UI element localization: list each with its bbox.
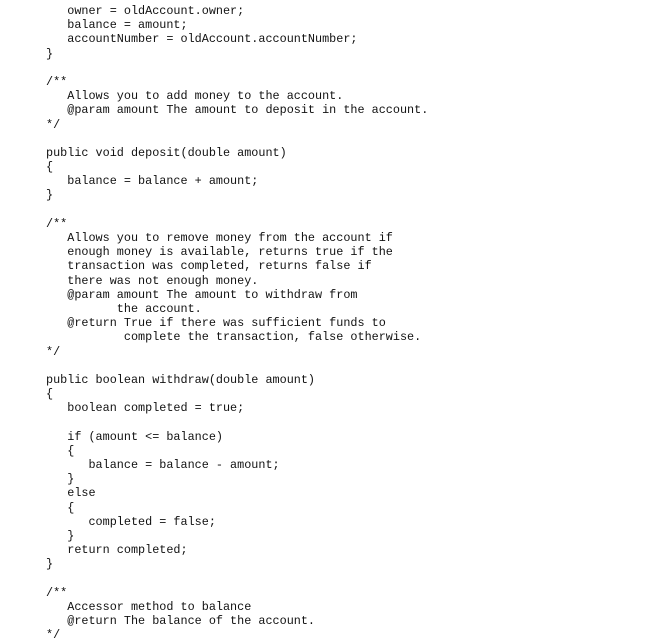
code-line: else [46,486,96,501]
code-line: } [46,557,54,572]
code-line [0,572,650,586]
code-line: { [46,443,75,458]
code-line: balance = balance - amount; [46,458,280,472]
code-line: transaction was completed, returns false if [46,259,372,274]
code-line [0,132,650,146]
code-line: public void deposit(double amount) [46,145,287,160]
code-line: Allows you to remove money from the account if [46,231,393,245]
code-line: public boolean withdraw(double amount) [46,372,316,387]
code-line: enough money is available, returns true if the [46,245,393,260]
code-line: /** [46,585,68,600]
code-line: */ [46,628,61,643]
code-line: there was not enough money. [46,273,259,288]
code-line: /** [46,74,68,89]
code-line: boolean completed = true; [46,401,245,416]
code-line: @return The balance of the account. [46,614,316,629]
code-line: { [46,160,54,175]
code-line: @return True if there was sufficient funds to [46,316,386,331]
code-line: completed = false; [46,514,216,529]
code-listing [0,4,650,642]
code-line: if (amount <= balance) [46,429,223,444]
code-line: complete the transaction, false otherwise. [46,330,422,345]
code-line: } [46,472,75,487]
code-line: /** [46,216,68,231]
code-line: } [46,528,75,543]
code-line: */ [46,344,61,359]
code-line: @param amount The amount to deposit in the account. [46,103,429,118]
code-line: owner = oldAccount.owner; [46,4,245,18]
code-line: Accessor method to balance [46,599,252,614]
code-line [0,203,650,217]
code-line: the account. [46,301,202,316]
code-line: balance = amount; [46,18,188,33]
code-line: } [46,46,54,61]
code-line: @param amount The amount to withdraw from [46,287,358,302]
code-line: accountNumber = oldAccount.accountNumber; [46,32,358,47]
code-line: { [46,387,54,402]
code-line: return completed; [46,543,188,558]
code-line [0,359,650,373]
code-line: */ [46,117,61,132]
code-line [0,415,650,429]
code-line: Allows you to add money to the account. [46,89,344,104]
code-line: } [46,188,54,203]
code-line: balance = balance + amount; [46,174,259,189]
code-line [0,61,650,75]
code-line: { [46,500,75,515]
